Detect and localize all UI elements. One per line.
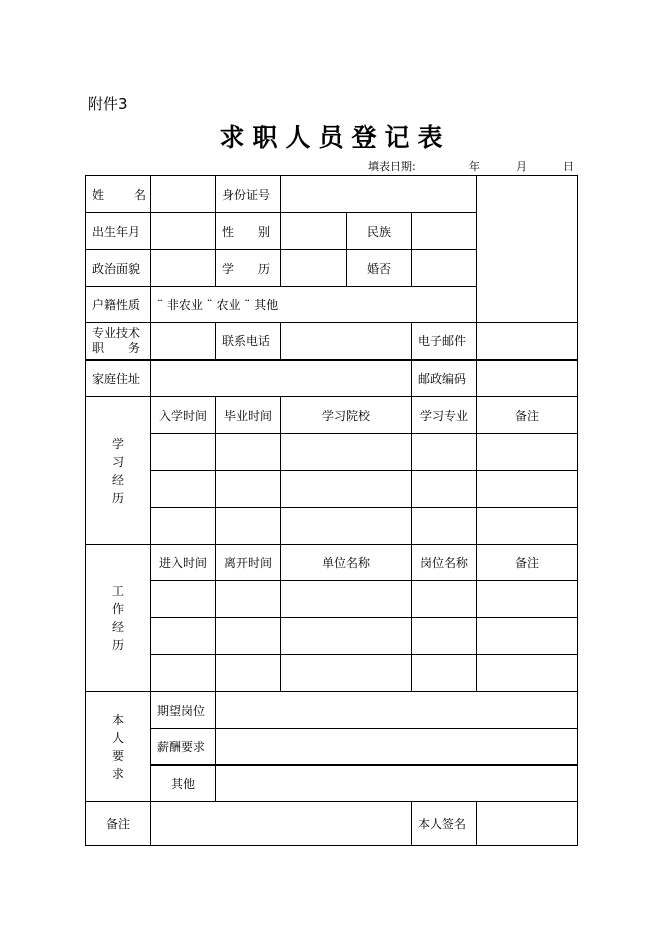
registration-table xyxy=(85,175,578,846)
study-cell[interactable] xyxy=(412,508,477,545)
title-char: 人 xyxy=(285,123,311,152)
remark-label: 备注 xyxy=(86,802,151,846)
work-cell[interactable] xyxy=(151,618,216,655)
section-char: 本 xyxy=(111,712,124,727)
work-header: 单位名称 xyxy=(281,545,412,581)
title-char: 表 xyxy=(417,123,443,152)
work-header: 进入时间 xyxy=(151,545,216,581)
address-input[interactable] xyxy=(151,360,412,397)
other-label: 其他 xyxy=(151,765,216,802)
section-char: 学 xyxy=(111,436,124,451)
position-label: 期望岗位 xyxy=(151,692,216,729)
salary-label: 薪酬要求 xyxy=(151,729,216,765)
address-label: 家庭住址 xyxy=(86,360,151,397)
section-char: 习 xyxy=(111,454,124,469)
study-cell[interactable] xyxy=(477,508,578,545)
work-cell[interactable] xyxy=(151,655,216,692)
date-row xyxy=(85,158,577,174)
study-cell[interactable] xyxy=(216,508,281,545)
work-cell[interactable] xyxy=(216,581,281,618)
birth-input[interactable] xyxy=(151,213,216,250)
date-label: 填表日期: xyxy=(368,160,416,173)
work-cell[interactable] xyxy=(281,618,412,655)
education-input[interactable] xyxy=(281,250,347,287)
gender-label: 性 别 xyxy=(216,213,281,250)
marital-label: 婚否 xyxy=(347,250,412,287)
postcode-label: 邮政编码 xyxy=(412,360,477,397)
date-month: 月 xyxy=(516,160,527,173)
study-cell[interactable] xyxy=(412,434,477,471)
section-char: 工 xyxy=(111,584,124,598)
remark-input[interactable] xyxy=(151,802,412,846)
email-input[interactable] xyxy=(477,323,578,360)
postcode-input[interactable] xyxy=(477,360,578,397)
title-char: 记 xyxy=(384,123,410,152)
title-label xyxy=(86,323,151,360)
hukou-label: 户籍性质 xyxy=(86,287,151,323)
date-day: 日 xyxy=(563,160,574,173)
title-char: 职 xyxy=(252,123,278,152)
study-cell[interactable] xyxy=(412,471,477,508)
salary-input[interactable] xyxy=(216,729,578,765)
work-cell[interactable] xyxy=(216,655,281,692)
name-label: 姓 名 xyxy=(86,176,151,213)
work-cell[interactable] xyxy=(412,618,477,655)
work-header: 岗位名称 xyxy=(412,545,477,581)
title-char: 求 xyxy=(219,123,245,152)
study-header: 毕业时间 xyxy=(216,397,281,434)
study-cell[interactable] xyxy=(151,471,216,508)
section-char: 历 xyxy=(111,490,124,505)
work-cell[interactable] xyxy=(281,581,412,618)
work-cell[interactable] xyxy=(151,581,216,618)
work-header: 离开时间 xyxy=(216,545,281,581)
work-cell[interactable] xyxy=(216,618,281,655)
signature-label: 本人签名 xyxy=(412,802,477,846)
date-year: 年 xyxy=(469,160,480,173)
study-cell[interactable] xyxy=(151,434,216,471)
work-cell[interactable] xyxy=(477,581,578,618)
nation-label: 民族 xyxy=(347,213,412,250)
education-label: 学 历 xyxy=(216,250,281,287)
title-label-line: 职 务 xyxy=(92,340,141,355)
gender-input[interactable] xyxy=(281,213,347,250)
id-input[interactable] xyxy=(281,176,477,213)
title-label-line: 专业技术 xyxy=(92,325,141,340)
email-label: 电子邮件 xyxy=(412,323,477,360)
work-cell[interactable] xyxy=(477,655,578,692)
hukou-options[interactable]: ¨ 非农业 ¨ 农业 ¨ 其他 xyxy=(151,287,477,323)
study-cell[interactable] xyxy=(216,471,281,508)
position-input[interactable] xyxy=(216,692,578,729)
work-cell[interactable] xyxy=(412,655,477,692)
study-cell[interactable] xyxy=(281,508,412,545)
section-char: 人 xyxy=(111,730,124,745)
photo-box[interactable] xyxy=(477,176,578,323)
request-section-label xyxy=(86,692,151,802)
birth-label: 出生年月 xyxy=(86,213,151,250)
study-cell[interactable] xyxy=(216,434,281,471)
id-label: 身份证号 xyxy=(216,176,281,213)
section-char: 经 xyxy=(111,620,124,634)
signature-input[interactable] xyxy=(477,802,578,846)
study-section-label xyxy=(86,397,151,545)
section-char: 求 xyxy=(111,766,124,781)
work-cell[interactable] xyxy=(412,581,477,618)
work-cell[interactable] xyxy=(477,618,578,655)
attachment-label: 附件3 xyxy=(88,95,128,113)
politics-input[interactable] xyxy=(151,250,216,287)
work-cell[interactable] xyxy=(281,655,412,692)
section-char: 作 xyxy=(111,602,124,616)
nation-input[interactable] xyxy=(412,213,477,250)
name-input[interactable] xyxy=(151,176,216,213)
study-cell[interactable] xyxy=(477,434,578,471)
study-header: 学习院校 xyxy=(281,397,412,434)
study-header: 入学时间 xyxy=(151,397,216,434)
title-char: 员 xyxy=(318,123,344,152)
phone-input[interactable] xyxy=(281,323,412,360)
other-input[interactable] xyxy=(216,765,578,802)
work-section-label xyxy=(86,545,151,692)
study-header: 备注 xyxy=(477,397,578,434)
study-cell[interactable] xyxy=(151,508,216,545)
title-input[interactable] xyxy=(151,323,216,360)
title-char: 登 xyxy=(351,123,377,152)
study-cell[interactable] xyxy=(281,471,412,508)
work-header: 备注 xyxy=(477,545,578,581)
politics-label: 政治面貌 xyxy=(86,250,151,287)
section-char: 经 xyxy=(111,472,124,487)
section-char: 历 xyxy=(111,638,124,652)
study-header: 学习专业 xyxy=(412,397,477,434)
marital-input[interactable] xyxy=(412,250,477,287)
study-cell[interactable] xyxy=(477,471,578,508)
section-char: 要 xyxy=(111,748,124,763)
form-title xyxy=(0,118,662,154)
study-cell[interactable] xyxy=(281,434,412,471)
phone-label: 联系电话 xyxy=(216,323,281,360)
